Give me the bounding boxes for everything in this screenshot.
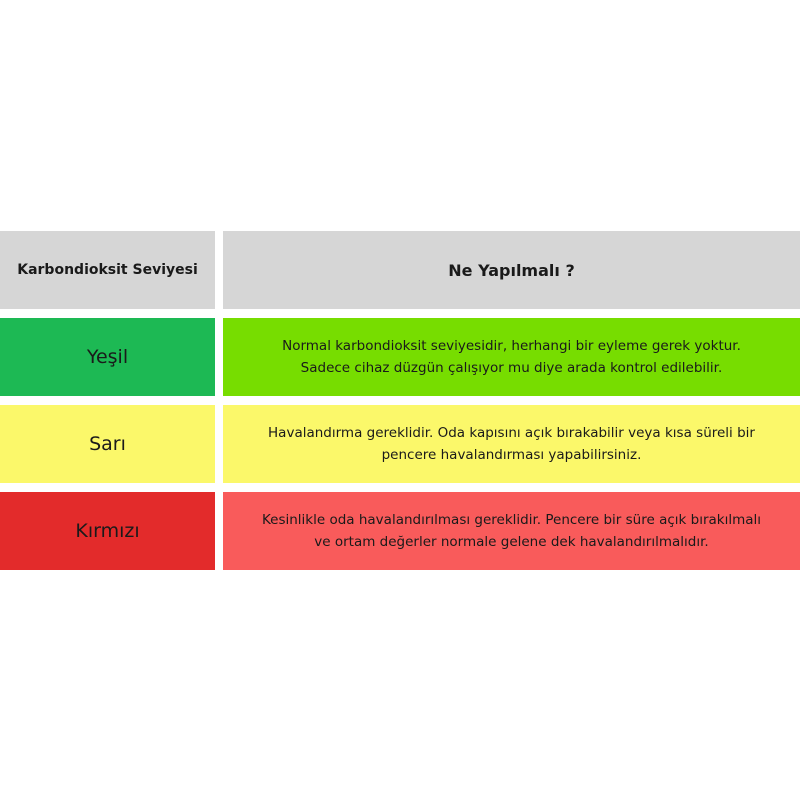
level-green-desc-line1: Normal karbondioksit seviyesidir, herhangi bir eyleme gerek yoktur. xyxy=(282,338,741,354)
level-red-label: Kırmızı xyxy=(0,492,215,570)
header-action: Ne Yapılmalı ? xyxy=(223,231,800,309)
level-yellow-label: Sarı xyxy=(0,405,215,483)
level-red-desc-line1: Kesinlikle oda havalandırılması gereklidir. Pencere bir süre açık bırakılmalı xyxy=(261,512,762,528)
level-yellow-desc-line1: Havalandırma gereklidir. Oda kapısını açık bırakabilir veya kısa süreli bir xyxy=(268,425,755,441)
table-row-green xyxy=(0,318,800,396)
table-header-row xyxy=(0,231,800,309)
level-green-label: Yeşil xyxy=(0,318,215,396)
header-level: Karbondioksit Seviyesi xyxy=(0,231,215,309)
level-red-description xyxy=(223,492,800,570)
level-green-desc-line2: Sadece cihaz düzgün çalışıyor mu diye arada kontrol edilebilir. xyxy=(300,360,723,376)
level-yellow-desc-line2: pencere havalandırması yapabilirsiniz. xyxy=(381,447,642,463)
table-row-red xyxy=(0,492,800,570)
level-yellow-description xyxy=(223,405,800,483)
level-green-description xyxy=(223,318,800,396)
level-red-desc-line2: ve ortam değerler normale gelene dek havalandırılmalıdır. xyxy=(314,534,709,550)
table-row-yellow xyxy=(0,405,800,483)
co2-level-table xyxy=(0,231,800,570)
